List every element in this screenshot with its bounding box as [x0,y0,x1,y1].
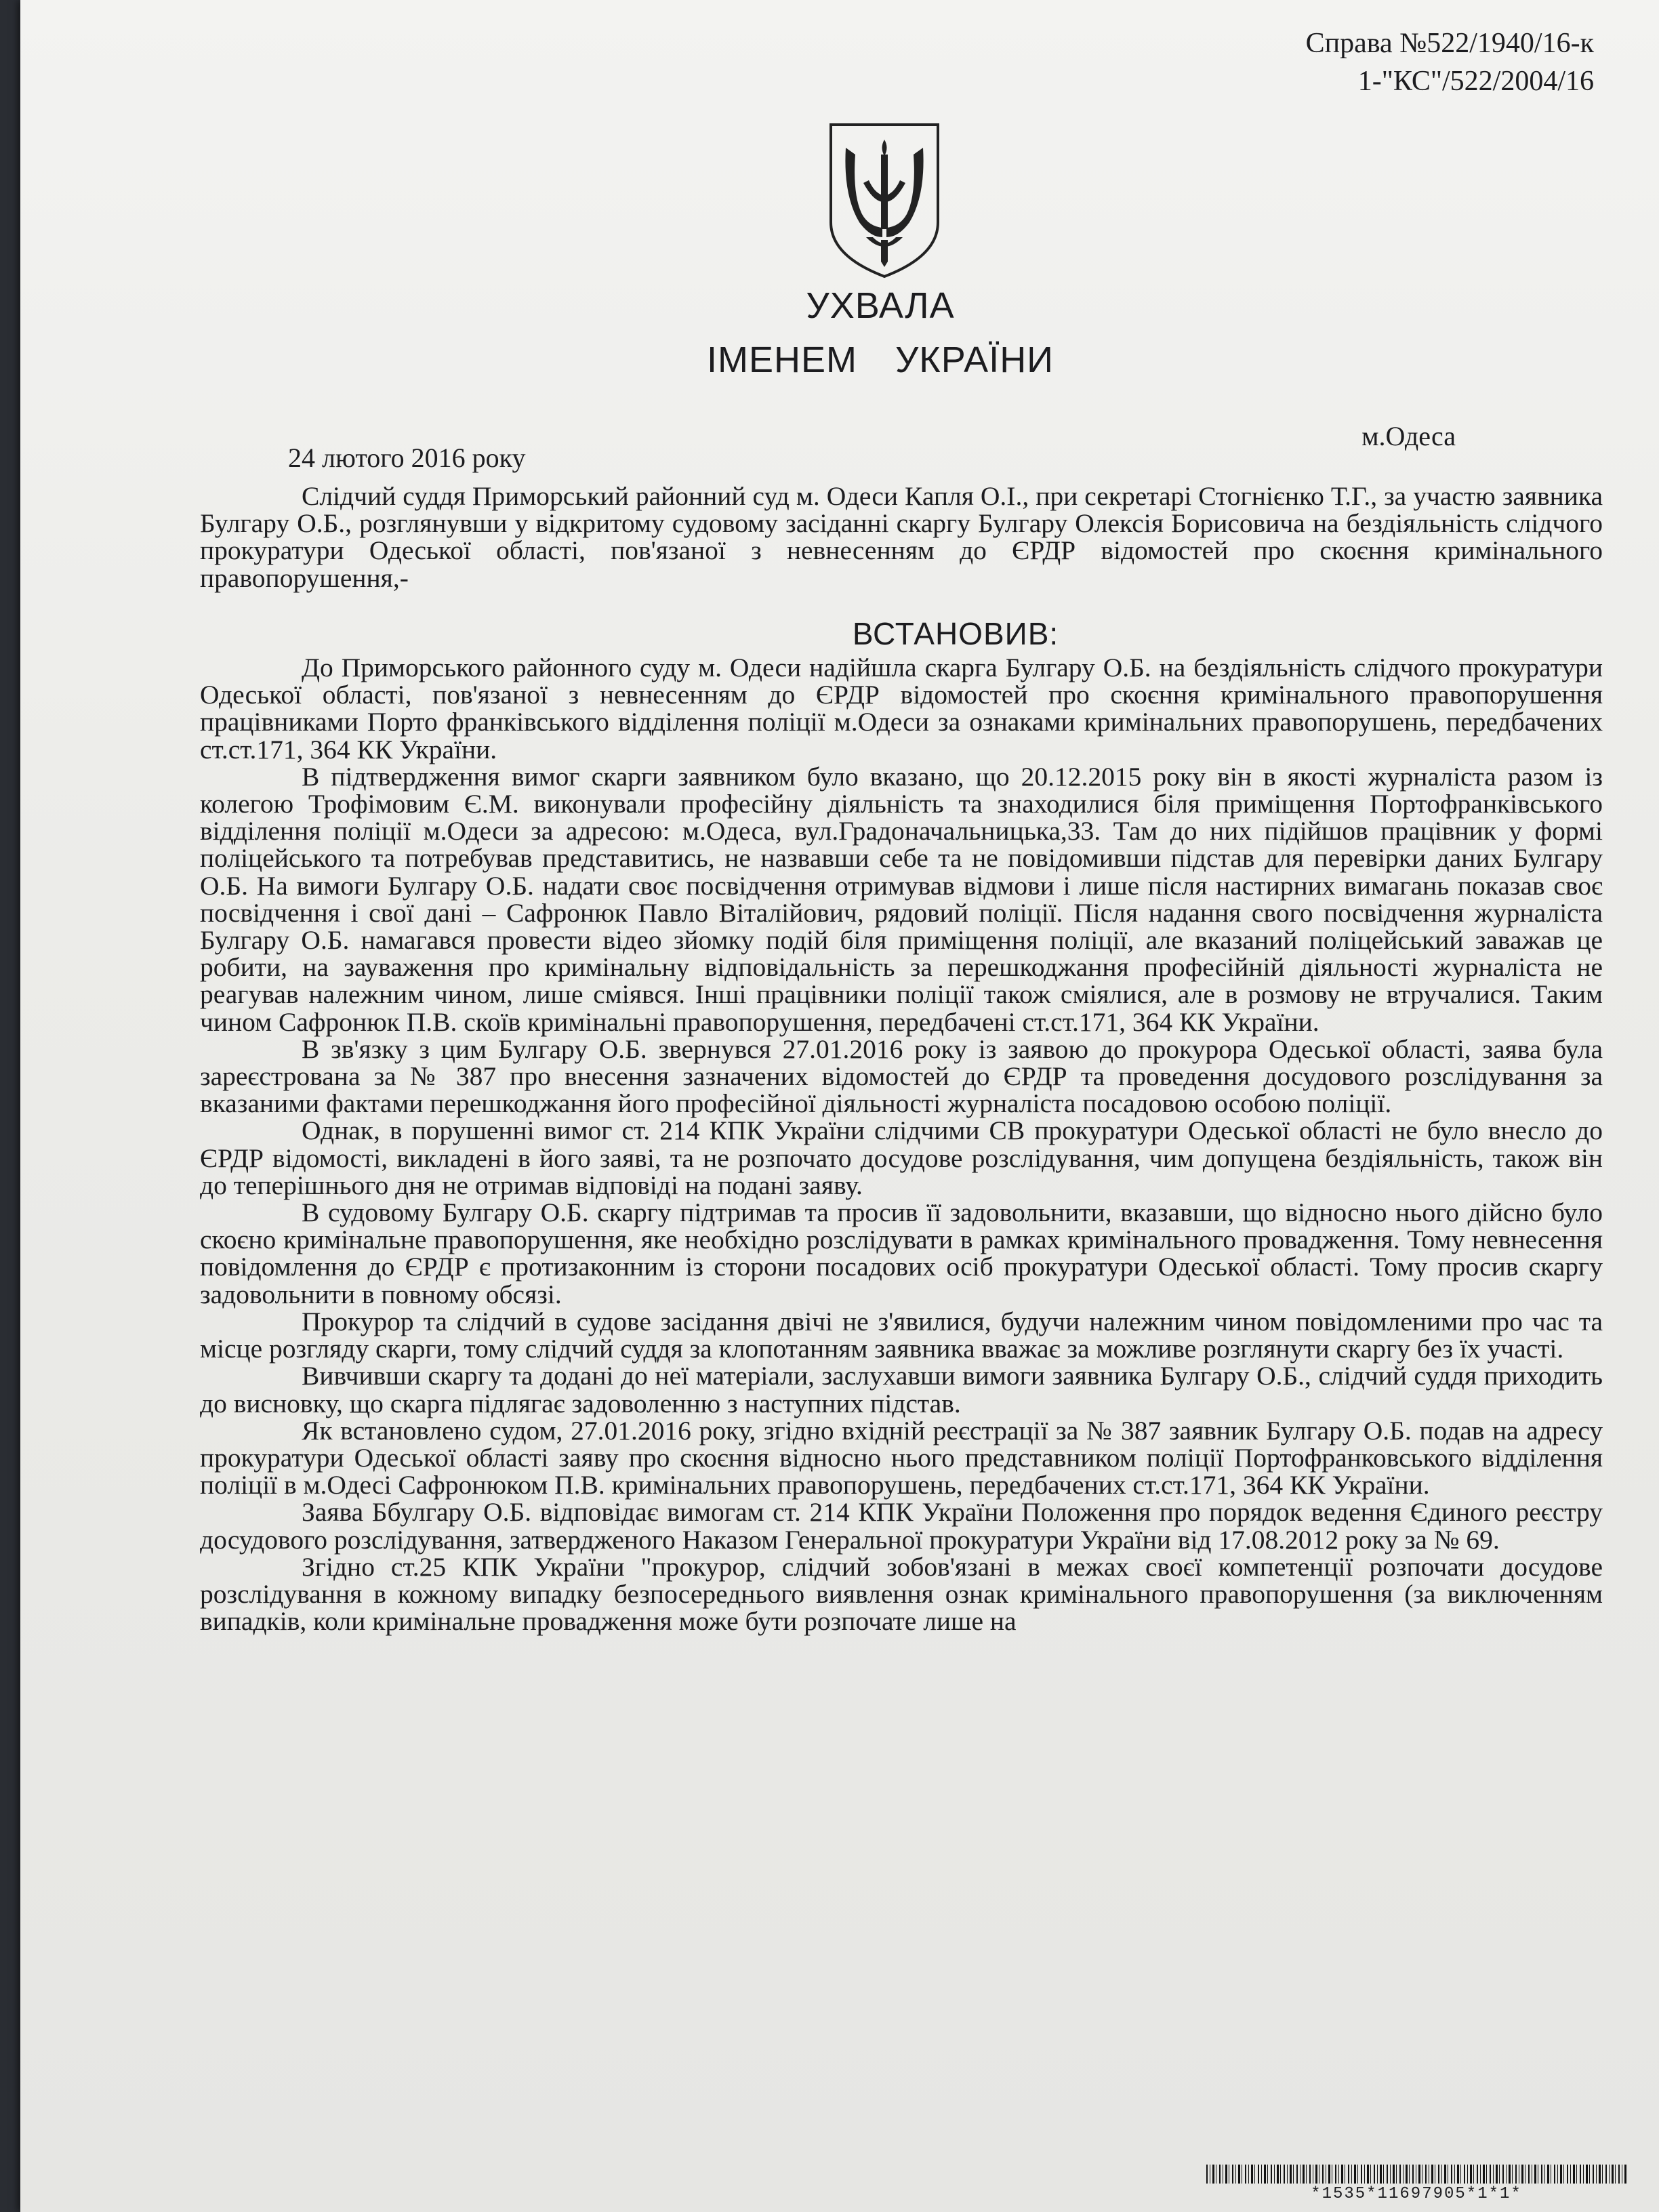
body-paragraph: Прокурор та слідчий в судове засідання двічі не з'явилися, будучи належним чином повідомленими про час та місце розгляду скарги, тому слідчий суддя за клопотанням заявника вважає за можливе розглянути скаргу без їх участі. [200,1306,1603,1364]
document-title: УХВАЛА [806,285,955,326]
body-paragraph: Заява Ббулгару О.Б. відповідає вимогам ст. 214 КПК України Положення про порядок ведення Єдиного реєстру досудового розслідування, затвердженого Наказом Генеральної прокуратури України від 17.08.2012 року за № 69. [200,1497,1603,1555]
trident-coat-of-arms-icon [825,121,943,281]
body-paragraph: Вивчивши скаргу та додані до неї матеріали, заслухавши вимоги заявника Булгару О.Б., слідчий суддя приходить до висновку, що скарга підлягає задоволенню з наступних підстав. [200,1361,1603,1418]
document-body [200,483,1603,1635]
intro-paragraph: Слідчий суддя Приморський районний суд м. Одеси Капля О.І., при секретарі Стогнієнко Т.Г., за участю заявника Булгару О.Б., розглянувши у відкритому судовому засіданні скаргу Булгару Олексія Борисовича на бездіяльність слідчого прокуратури Одеської області, пов'язаної з невнесенням до ЄРДР відомостей про скоєння кримінального правопорушення,- [200,481,1603,593]
body-paragraph: Згідно ст.25 КПК України "прокурор, слідчий зобов'язані в межах своєї компетенції розпочати досудове розслідування в кожному випадку безпосереднього виявлення ознак кримінального правопорушення (за виключенням випадків, коли кримінальне провадження може бути розпочате лише на [200,1551,1603,1637]
document-subtitle: ІМЕНЕМ УКРАЇНИ [707,340,1054,380]
body-paragraph: Як встановлено судом, 27.01.2016 року, згідно вхідній реєстрації за № 387 заявник Булгару О.Б. подав на адресу прокуратури Одеської області заяву про скоєння відносно нього представником поліції Портофранковського відділення поліції в м.Одесі Сафронюком П.В. кримінальних правопорушень, передбачених ст.ст.171, 364 КК України. [200,1415,1603,1500]
body-paragraph: Однак, в порушенні вимог ст. 214 КПК України слідчими СВ прокуратури Одеської області не було внесло до ЄРДР відомості, викладені в його заяві, та не розпочато досудове розслідування, чим допущена бездіяльність, також він до теперішнього дня не отримав відповіді на подані заяву. [200,1115,1603,1200]
city: м.Одеса [1361,421,1456,451]
section-heading-established: ВСТАНОВИВ: [852,615,1059,651]
case-number: Справа №522/1940/16-к [1305,28,1594,59]
barcode-bars [1206,2165,1626,2184]
body-paragraph: В підтвердження вимог скарги заявником було вказано, що 20.12.2015 року він в якості журналіста разом із колегою Трофімовим Є.М. виконували професійну діяльність та знаходилися біля приміщення Портофранківського відділення поліції м.Одеси за адресою: м.Одеса, вул.Градоначальницька,33. Там до них підійшов працівник у формі поліцейського та потребував представитись, не назвавши себе та не повідомивши підстав для перевірки даних Булгару О.Б. На вимоги Булгару О.Б. надати своє посвідчення отримував відмови і лише після настирних вимагань показав своє посвідчення і свої дані – Сафронюк Павло Віталійович, рядовий поліції. Після надання свого посвідчення журналіста Булгару О.Б. намагався провести відео зйомку подій біля приміщення поліції, але вказаний поліцейський заважав це робити, на зауваження про кримінальну відповідальність за перешкоджання професійній діяльності журналіста не реагував належним чином, лише сміявся. Інші працівники поліції також сміялися, але в розмову не втручалися. Таким чином Сафронюк П.В. скоїв кримінальні правопорушення, передбачені ст.ст.171, 364 КК України. [200,761,1603,1037]
case-number-block [1306,24,1594,100]
body-paragraph: До Приморського районного суду м. Одеси надійшла скарга Булгару О.Б. на бездіяльність слідчого прокуратури Одеської області, пов'язаної з невнесенням до ЄРДР відомостей про скоєння кримінального правопорушення працівниками Порто франківського відділення поліції м.Одеси за ознаками кримінальних правопорушень, передбачених ст.ст.171, 364 КК України. [200,653,1603,764]
document-date: 24 лютого 2016 року [288,443,526,473]
barcode-number: *1535*11697905*1*1* [1311,2185,1522,2203]
body-paragraph: В зв'язку з цим Булгару О.Б. звернувся 27.01.2016 року із заявою до прокурора Одеської області, заява була зареєстрована за № 387 про внесення зазначених відомостей до ЄРДР та проведення досудового розслідування за вказаними фактами перешкоджання його професійної діяльності журналіста посадовою особою поліції. [200,1033,1603,1119]
barcode [1206,2165,1626,2205]
court-document-page [20,0,1659,2212]
proceeding-number: 1-"КС"/522/2004/16 [1357,66,1594,97]
body-paragraph: В судовому Булгару О.Б. скаргу підтримав та просив її задовольнити, вказавши, що відносно нього дійсно було скоєно кримінальне правопорушення, яке необхідно розслідувати в рамках кримінального провадження. Тому невнесення повідомлення до ЄРДР є протизаконним із сторони посадових осіб прокуратури Одеської області. Тому просив скаргу задовольнити в повному обсязі. [200,1197,1603,1309]
